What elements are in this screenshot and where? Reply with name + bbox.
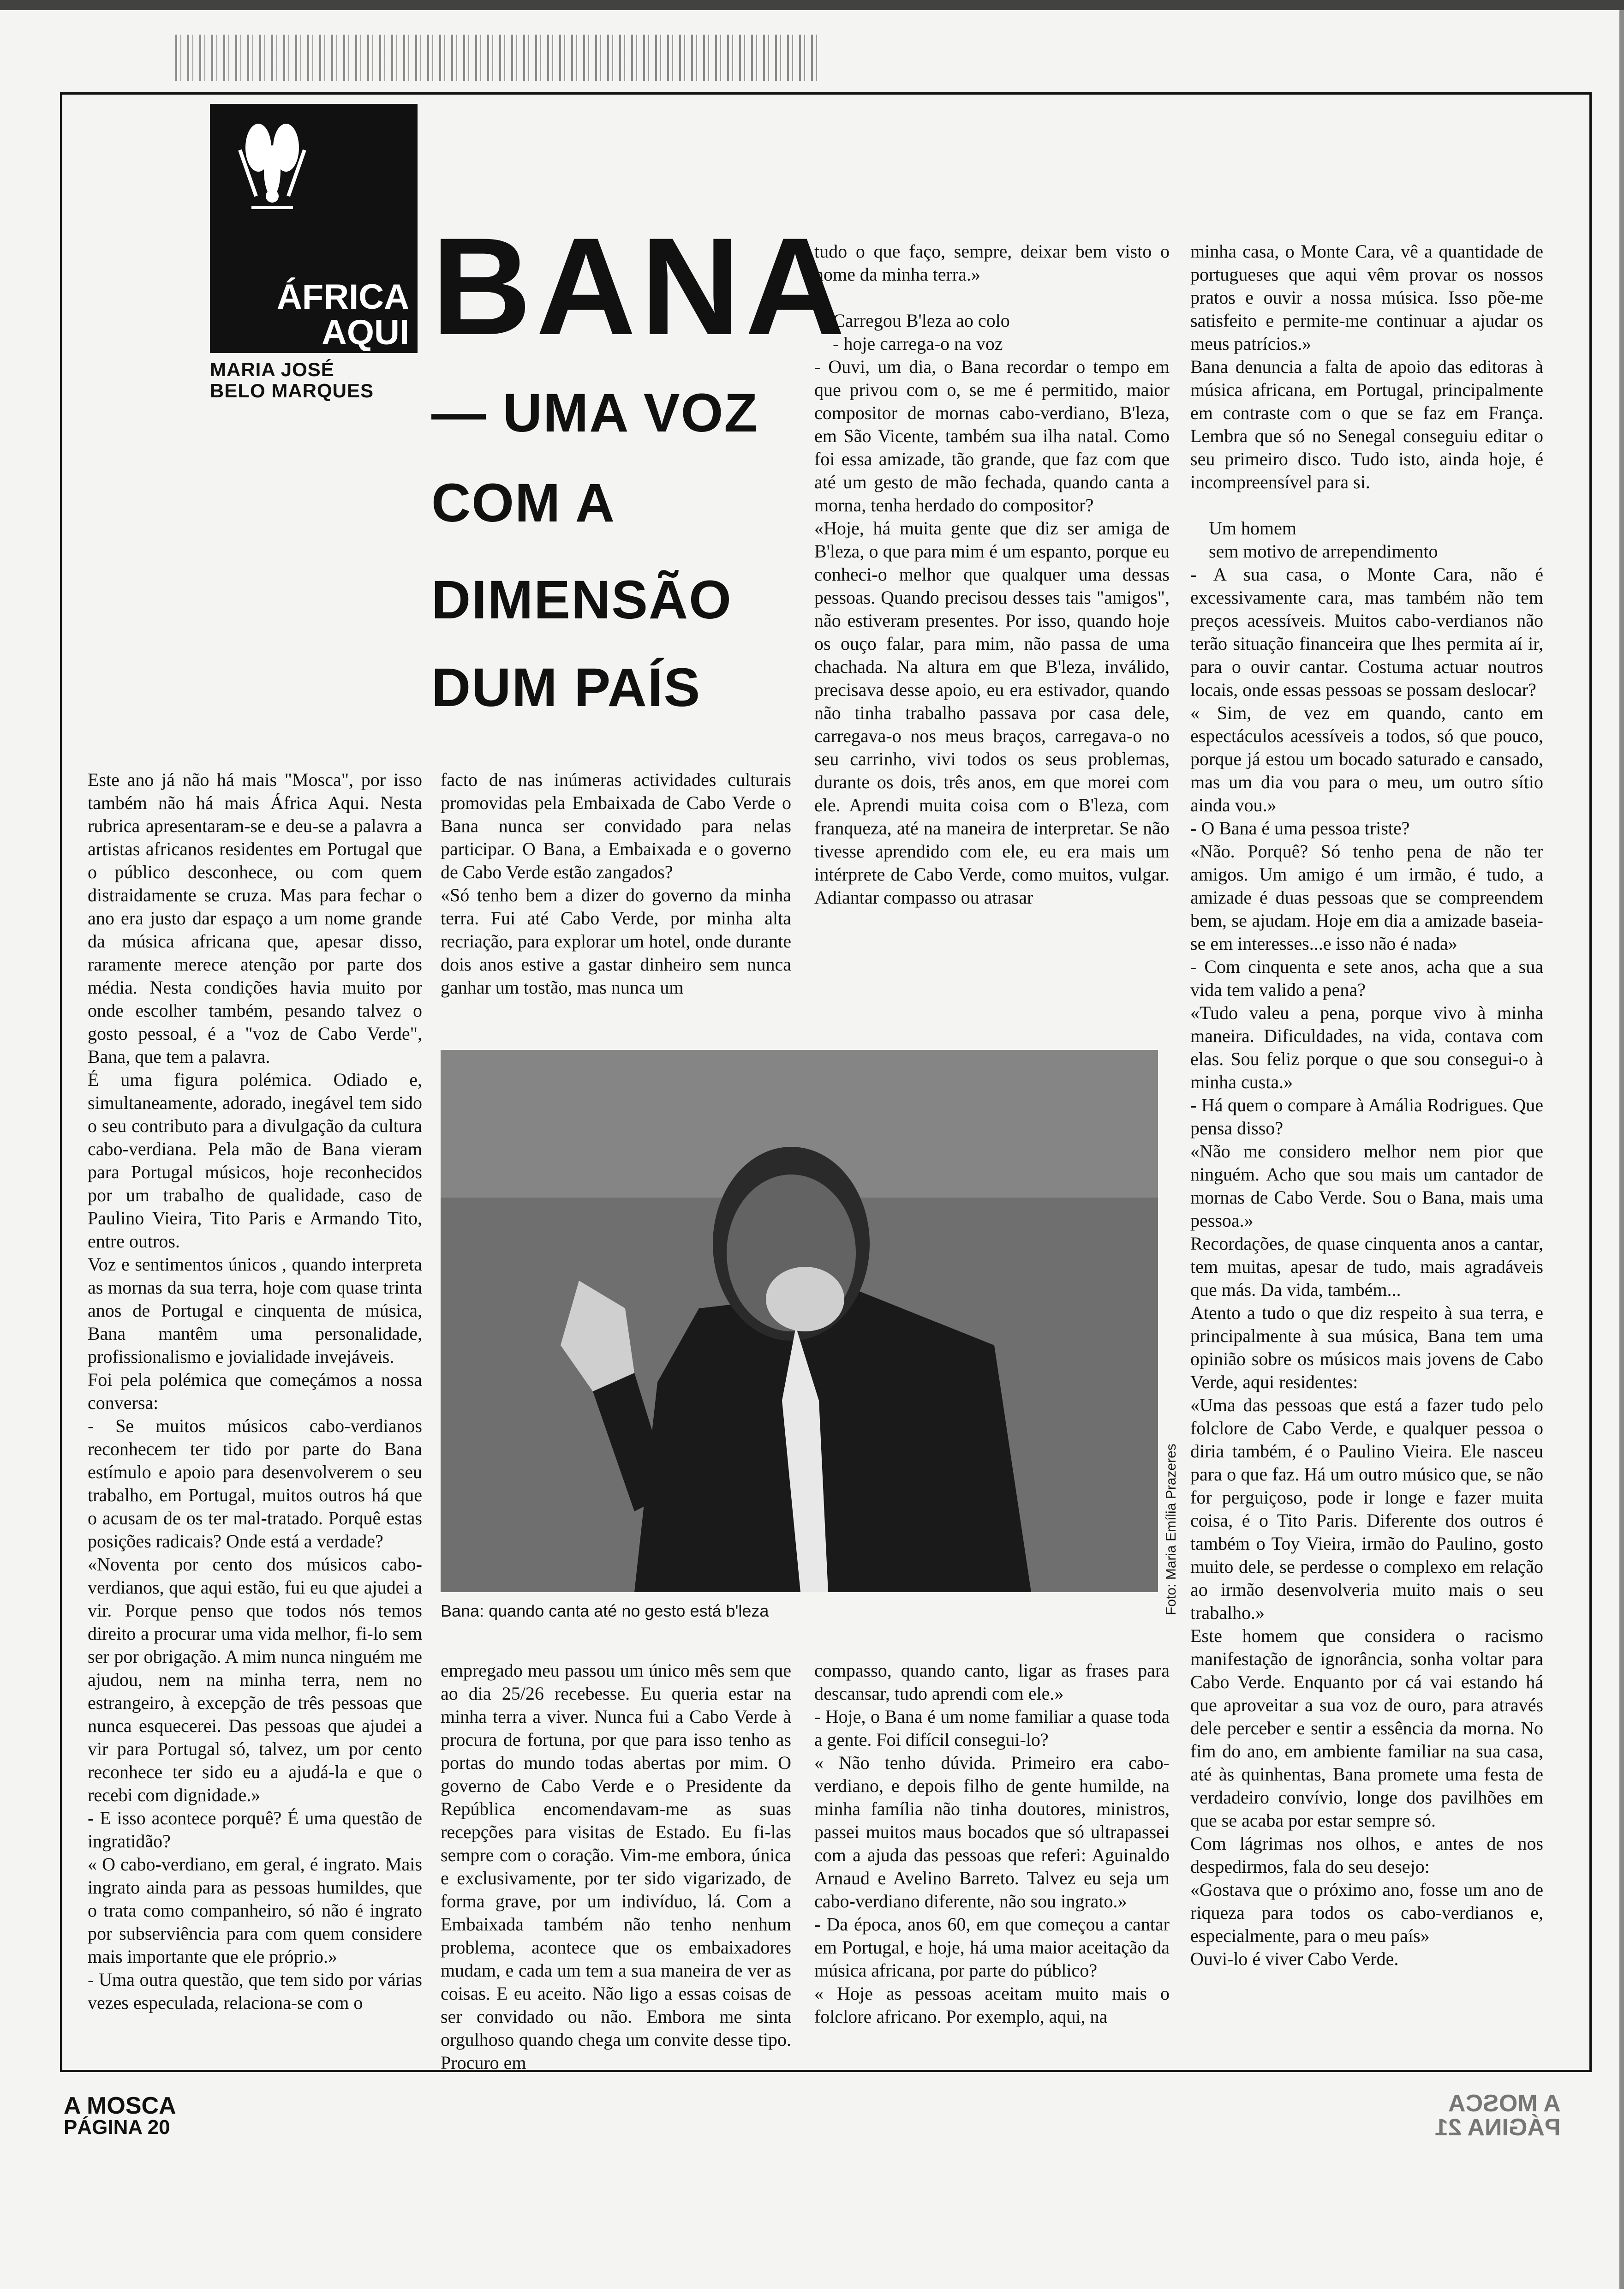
article-subtitle-line1: — UMA VOZ bbox=[431, 383, 758, 443]
singer-figure bbox=[441, 1050, 1158, 1592]
section-name-line1: ÁFRICA bbox=[276, 277, 409, 317]
paragraph: - Ouvi, um dia, o Bana recordar o tempo em que privou com o, se me é permitido, maior compositor de mornas cabo-verdiano, B'leza, em São Vicente, também sua ilha natal. Como foi essa amizade, tão grande, que faz com que até um gesto de mão fechada, quando canta a morna, tenha herdado do compositor? bbox=[814, 356, 1170, 515]
paragraph: Voz e sentimentos únicos , quando interpreta as mornas da sua terra, hoje com quase trinta anos de Portugal e cinquenta de música, Bana mantêm uma personalidade, profissionalismo e jovialidade invejáveis. bbox=[88, 1254, 422, 1367]
paragraph: facto de nas inúmeras actividades culturais promovidas pela Embaixada de Cabo Verde o Bana nunca ser convidado para nelas participar. O Bana, a Embaixada e o governo de Cabo Verde estão zangados? bbox=[441, 769, 791, 882]
paragraph: «Noventa por cento dos músicos cabo-verdianos, que aqui estão, fui eu que ajudei a vir. Porque penso que todos nós temos direito a procurar uma vida melhor, fi-lo sem ser por obrigação. A mim nunca ninguém me ajudou, nem na minha terra, nem no estrangeiro, à excepção de três pessoas que nunca esquecerei. Das pessoas que ajudei a vir para Portugal só, talvez, um por cento reconhece ter sido eu a ajudá-la e que o recebi com dignidade.» bbox=[88, 1554, 422, 1805]
scan-artifact-band bbox=[175, 35, 821, 81]
paragraph: Atento a tudo o que diz respeito à sua terra, e principalmente à sua música, Bana tem uma opinião sobre os músicos mais jovens de Cabo Verde, aqui residentes: bbox=[1190, 1302, 1543, 1392]
section-logo bbox=[210, 104, 418, 353]
paragraph: empregado meu passou um único mês sem que ao dia 25/26 recebesse. Eu queria estar na minha terra a viver. Nunca fui a Cabo Verde à procura de fortuna, por que para isso tenho as portas do mundo todas abertas por mim. O governo de Cabo Verde e o Presidente da República encomendavam-me as suas recepções para visitas de Estado. Eu fi-las sempre com o coração. Vim-me embora, única e exclusivamente, por ter sido vigarizado, de forma grave, por um indivíduo, lá. Com a Embaixada também não tenho nenhum problema, acontece que os embaixadores mudam, e cada um tem a sua maneira de ver as coisas. E eu aceito. Não ligo a essas coisas de ser convidado ou não. Embora me sinta orgulhoso quando chega um convite desse tipo. Procuro em bbox=[441, 1660, 791, 2073]
scan-edge-right bbox=[1619, 0, 1624, 2289]
paragraph: Com lágrimas nos olhos, e antes de nos despedirmos, fala do seu desejo: bbox=[1190, 1833, 1543, 1877]
section-heading: Carregou B'leza ao colo bbox=[833, 310, 1010, 331]
paragraph: «Só tenho bem a dizer do governo da minha terra. Fui até Cabo Verde, por minha alta recriação, para explorar um hotel, onde durante dois anos estive a gastar dinheiro sem nunca ganhar um tostão, mas nunca um bbox=[441, 885, 791, 998]
photo-credit: Foto: Maria Emília Prazeres bbox=[1164, 1444, 1179, 1615]
paragraph: «Tudo valeu a pena, porque vivo à minha maneira. Dificuldades, na vida, contava com elas. Sou feliz porque o que sou consegui-o à minha custa.» bbox=[1190, 1002, 1543, 1092]
byline bbox=[210, 359, 374, 401]
paragraph: - Há quem o compare à Amália Rodrigues. Que pensa disso? bbox=[1190, 1095, 1543, 1139]
article-title: BANA bbox=[431, 209, 850, 364]
paragraph: « Não tenho dúvida. Primeiro era cabo-verdiano, e depois filho de gente humilde, na minha família não tinha doutores, ministros, passei muitos maus bocados que só ultrapassei com a ajuda das pessoas que referi: Aguinaldo Arnaud e Avelino Barreto. Talvez eu seja um cabo-verdiano diferente, não sou ingrato.» bbox=[814, 1752, 1170, 1911]
paragraph: - E isso acontece porquê? É uma questão de ingratidão? bbox=[88, 1808, 422, 1852]
column-1 bbox=[88, 768, 422, 2014]
column-4 bbox=[1190, 240, 1543, 1971]
article-subtitle-line4: DUM PAÍS bbox=[431, 657, 701, 718]
paragraph: «Hoje, há muita gente que diz ser amiga de B'leza, o que para mim é um espanto, porque eu conheci-o melhor que qualquer uma dessas pessoas. Quando precisou desses tais "amigos", não estiveram presentes. Por isso, quando hoje os ouço falar, para mim, não passa de uma chachada. Na altura em que B'leza, inválido, precisava desse apoio, eu era estivador, quando não tinha trabalho passava por casa dele, carregava-o nos meus braços, carregava-o no seu carrinho, vivi todos os seus problemas, durante os dois, três anos, em que morei com ele. Aprendi muita coisa com o B'leza, com franqueza, até na maneira de interpretar. Se não tivesse aprendido com ele, eu era mais um intérprete de Cabo Verde, como muitos, vulgar. Adiantar compasso ou atrasar bbox=[814, 518, 1170, 908]
paragraph: Recordações, de quase cinquenta anos a cantar, tem muitas, apesar de tudo, mais agradáveis que más. Da vida, também... bbox=[1190, 1233, 1543, 1300]
scan-edge-top bbox=[0, 0, 1624, 10]
paragraph: Este homem que considera o racismo manifestação de ignorância, sonha voltar para Cabo Verde. Enquanto por cá vai estando há que aproveitar a sua voz de ouro, para através dele perceber e sentir a essência da morna. No fim do ano, em ambiente familiar na sua casa, até às quinhentas, Bana promete uma festa de verdadeiro convívio, longe dos pavilhões em que se acaba por estar sempre só. bbox=[1190, 1625, 1543, 1831]
paragraph: - Com cinquenta e sete anos, acha que a sua vida tem valido a pena? bbox=[1190, 956, 1543, 1000]
bleed-through-text: A MOSCA PÁGINA 21 bbox=[1435, 2090, 1561, 2141]
fly-icon bbox=[238, 122, 307, 215]
section-heading: - hoje carrega-o na voz bbox=[833, 333, 1003, 354]
paragraph: Este ano já não há mais "Mosca", por isso também não há mais África Aqui. Nesta rubrica apresentaram-se e deu-se a palavra a artistas africanos residentes em Portugal que o público desconhece, ou com quem distraidamente se cruza. Mas para fechar o ano era justo dar espaço a um nome grande da música africana que, apesar disso, raramente merece atenção por parte dos média. Nesta condições havia muito por onde escolher também, pesando talvez o gosto pessoal, é a "voz de Cabo Verde", Bana, que tem a palavra. bbox=[88, 769, 422, 1067]
column-2-top bbox=[441, 768, 791, 999]
paragraph: «Gostava que o próximo ano, fosse um ano de riqueza para todos os cabo-verdianos e, especialmente, para o meu país» bbox=[1190, 1879, 1543, 1946]
paragraph: «Uma das pessoas que está a fazer tudo pelo folclore de Cabo Verde, e qualquer pessoa o diria também, é o Paulino Vieira. Ele nasceu para o que faz. Há um outro músico que, se não for perguiçoso, pode ir longe e fazer muita coisa, é o Tito Paris. Diferente dos outros é também o Toy Vieira, irmão do Paulino, gosto muito dele, se perdesse o complexo em relação ao irmão desenvolveria muito mais o seu trabalho.» bbox=[1190, 1395, 1543, 1623]
paragraph: «Não. Porquê? Só tenho pena de não ter amigos. Um amigo é um irmão, é tudo, a amizade é duas pessoas que se compreendem bem, se ajudam. Hoje em dia a amizade baseia-se em interesses...e isso não é nada» bbox=[1190, 841, 1543, 954]
author-line1: MARIA JOSÉ bbox=[210, 359, 334, 380]
publication-name: A MOSCA bbox=[64, 2092, 176, 2119]
section-name-line2: AQUI bbox=[322, 313, 409, 352]
article-subtitle-line3: DIMENSÃO bbox=[431, 569, 732, 630]
column-3-top bbox=[814, 240, 1170, 909]
photo-caption: Bana: quando canta até no gesto está b'leza bbox=[441, 1601, 769, 1620]
paragraph: Ouvi-lo é viver Cabo Verde. bbox=[1190, 1948, 1399, 1969]
paragraph: compasso, quando canto, ligar as frases para descansar, tudo aprendi com ele.» bbox=[814, 1660, 1170, 1704]
article-subtitle-line2: COM A bbox=[431, 473, 615, 533]
paragraph: « Sim, de vez em quando, canto em espectáculos acessíveis a todos, só que pouco, porque já estou um bocado saturado e cansado, mas um dia vou para o meu, um outro sítio ainda vou.» bbox=[1190, 702, 1543, 815]
author-line2: BELO MARQUES bbox=[210, 380, 374, 401]
page-number: PÁGINA 20 bbox=[64, 2116, 170, 2139]
paragraph: Foi pela polémica que começámos a nossa conversa: bbox=[88, 1369, 422, 1413]
bana-photo bbox=[441, 1050, 1158, 1592]
column-2-bottom bbox=[441, 1659, 791, 2074]
paragraph: « O cabo-verdiano, em geral, é ingrato. Mais ingrato ainda para as pessoas humildes, que o trata como companheiro, só não é ingrato por subserviência para com quem considere mais importante que ele próprio.» bbox=[88, 1854, 422, 1967]
paragraph: - Se muitos músicos cabo-verdianos reconhecem ter tido por parte do Bana estímulo e apoio para desenvolverem o seu trabalho, em Portugal, muitos outros há que o acusam de os ter mal-tratado. Porquê estas posições radicais? Onde está a verdade? bbox=[88, 1415, 422, 1552]
paragraph: - Hoje, o Bana é um nome familiar a quase toda a gente. Foi difícil consegui-lo? bbox=[814, 1706, 1170, 1750]
paragraph: «Não me considero melhor nem pior que ninguém. Acho que sou mais um cantador de mornas de Cabo Verde. Sou o Bana, mais uma pessoa.» bbox=[1190, 1141, 1543, 1231]
section-heading: sem motivo de arrependimento bbox=[1209, 541, 1438, 562]
section-heading: Um homem bbox=[1209, 518, 1296, 539]
paragraph: É uma figura polémica. Odiado e, simultaneamente, adorado, inegável tem sido o seu contributo para a divulgação da cultura cabo-verdiana. Pela mão de Bana vieram para Portugal músicos, hoje reconhecidos por um trabalho de qualidade, caso de Paulino Vieira, Tito Paris e Armando Tito, entre outros. bbox=[88, 1069, 422, 1252]
column-3-bottom bbox=[814, 1659, 1170, 2028]
paragraph: Bana denuncia a falta de apoio das editoras à música africana, em Portugal, principalmente em contraste com o que se faz em França. Lembra que só no Senegal conseguiu editar o seu primeiro disco. Tudo isto, ainda hoje, é incompreensível para si. bbox=[1190, 356, 1543, 492]
paragraph: - O Bana é uma pessoa triste? bbox=[1190, 818, 1410, 839]
paragraph: - A sua casa, o Monte Cara, não é excessivamente cara, mas também não tem preços acessíveis. Muitos cabo-verdianos não terão situação financeira que lhes permita aí ir, para o ouvir cantar. Costuma actuar noutros locais, onde essas pessoas se possam deslocar? bbox=[1190, 564, 1543, 700]
paragraph: minha casa, o Monte Cara, vê a quantidade de portugueses que aqui vêm provar os nossos pratos e ouvir a nossa música. Isso põe-me satisfeito e permite-me continuar a ajudar os meus patrícios.» bbox=[1190, 241, 1543, 354]
paragraph: - Da época, anos 60, em que começou a cantar em Portugal, e hoje, há uma maior aceitação da música africana, por parte do público? bbox=[814, 1914, 1170, 1981]
paragraph: « Hoje as pessoas aceitam muito mais o folclore africano. Por exemplo, aqui, na bbox=[814, 1983, 1170, 2027]
paragraph: - Uma outra questão, que tem sido por várias vezes especulada, relaciona-se com o bbox=[88, 1969, 422, 2013]
paragraph: tudo o que faço, sempre, deixar bem visto o nome da minha terra.» bbox=[814, 241, 1170, 285]
